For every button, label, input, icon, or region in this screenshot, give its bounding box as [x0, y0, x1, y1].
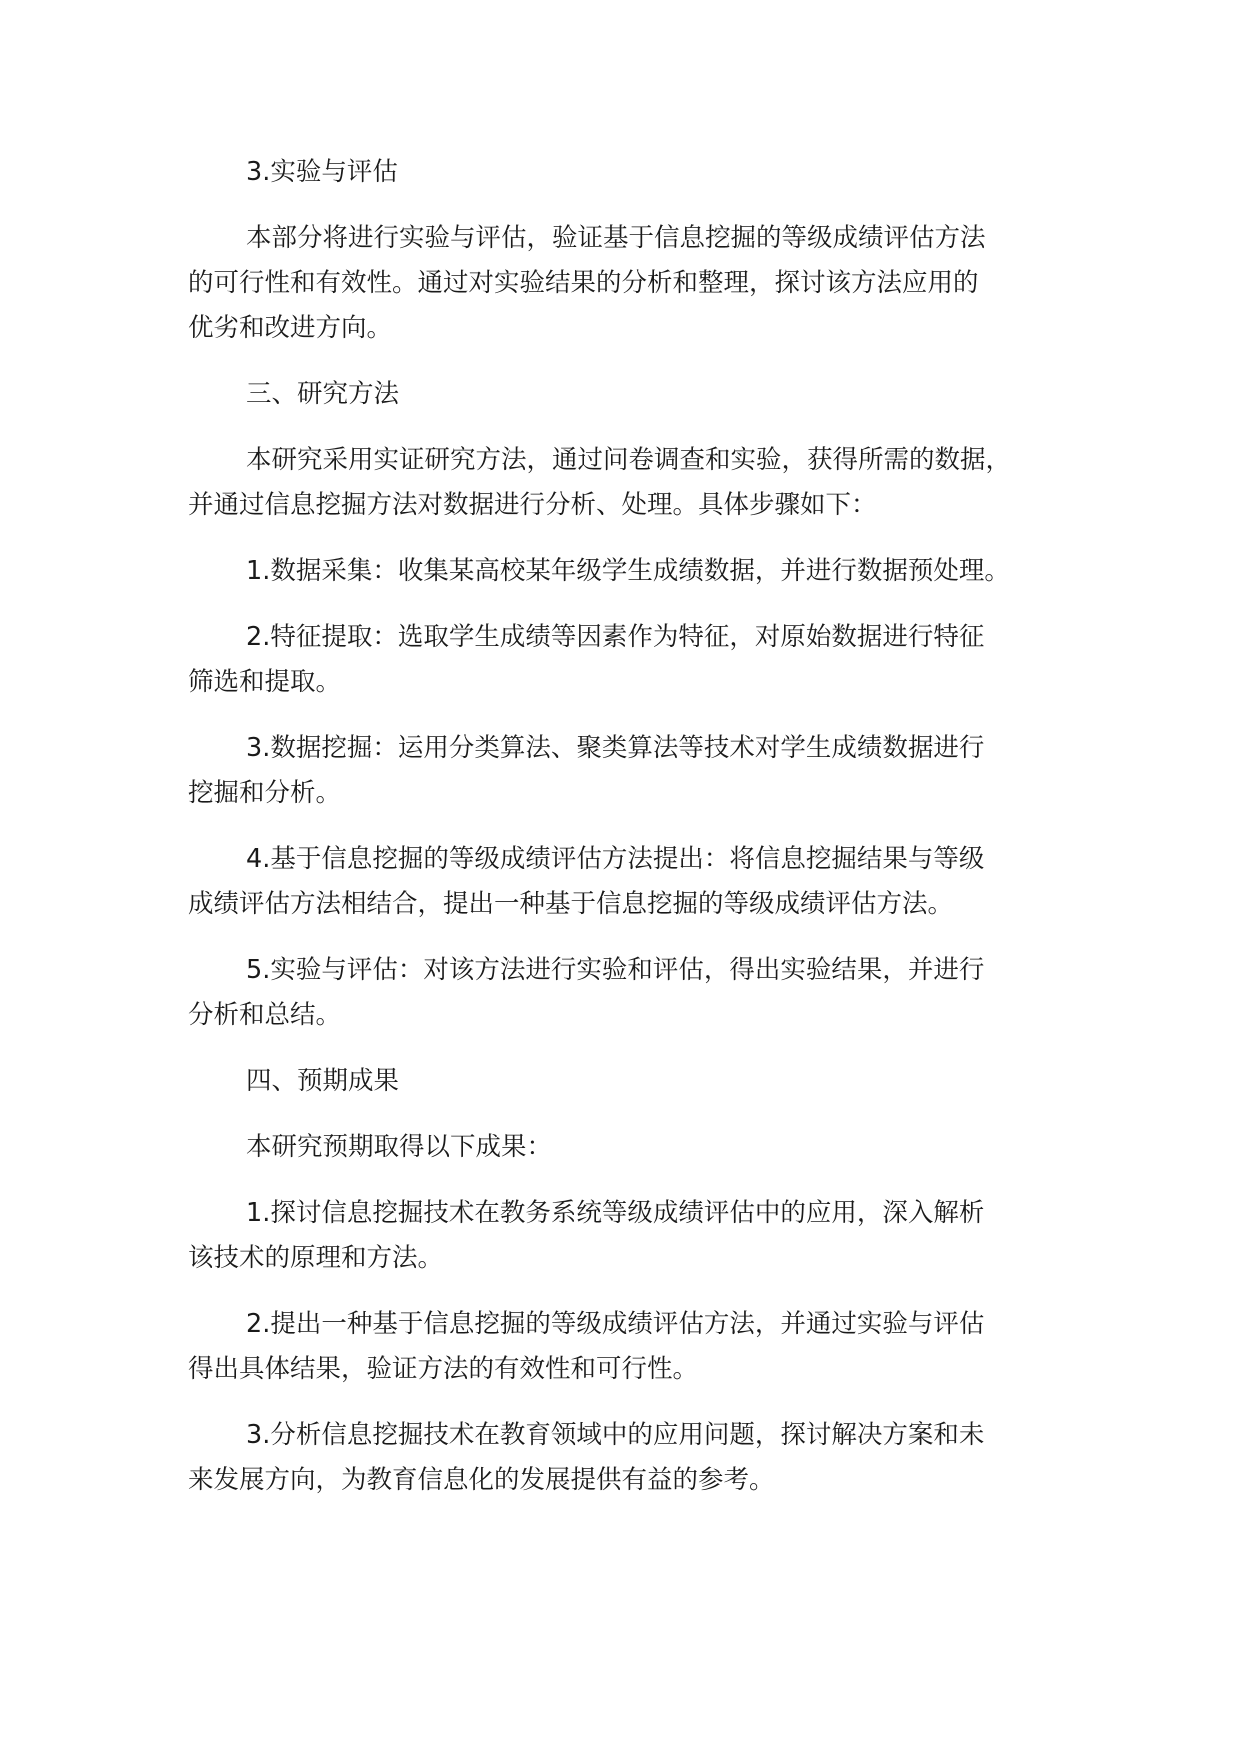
section-heading [188, 150, 1088, 195]
list-item [188, 549, 1088, 594]
list-item [188, 1302, 1088, 1392]
text-line: 得出具体结果，验证方法的有效性和可行性。 [188, 1354, 699, 1384]
text-line: 1.数据采集：收集某高校某年级学生成绩数据，并进行数据预处理。 [246, 556, 1010, 586]
body-paragraph [188, 216, 1088, 351]
text-line: 4.基于信息挖掘的等级成绩评估方法提出：将信息挖掘结果与等级 [246, 844, 985, 874]
text-line: 四、预期成果 [246, 1066, 400, 1096]
text-line: 2.提出一种基于信息挖掘的等级成绩评估方法，并通过实验与评估 [246, 1309, 985, 1339]
text-line: 本研究预期取得以下成果： [246, 1132, 553, 1162]
text-line: 3.分析信息挖掘技术在教育领域中的应用问题，探讨解决方案和未 [246, 1420, 985, 1450]
text-line: 3.实验与评估 [246, 157, 398, 187]
section-heading [188, 372, 1088, 417]
text-line: 筛选和提取。 [188, 667, 342, 697]
list-item [188, 726, 1088, 816]
text-line: 3.数据挖掘：运用分类算法、聚类算法等技术对学生成绩数据进行 [246, 733, 985, 763]
body-paragraph [188, 1125, 1088, 1170]
text-line: 分析和总结。 [188, 1000, 342, 1030]
document-body [188, 150, 1088, 1503]
text-line: 的可行性和有效性。通过对实验结果的分析和整理，探讨该方法应用的 [188, 268, 979, 298]
text-line: 该技术的原理和方法。 [188, 1243, 444, 1273]
text-line: 来发展方向，为教育信息化的发展提供有益的参考。 [188, 1465, 775, 1495]
text-line: 并通过信息挖掘方法对数据进行分析、处理。具体步骤如下： [188, 490, 877, 520]
list-item [188, 837, 1088, 927]
body-paragraph [188, 438, 1088, 528]
text-line: 三、研究方法 [246, 379, 400, 409]
list-item [188, 948, 1088, 1038]
text-line: 挖掘和分析。 [188, 778, 342, 808]
section-heading [188, 1059, 1088, 1104]
text-line: 优劣和改进方向。 [188, 313, 393, 343]
text-line: 1.探讨信息挖掘技术在教务系统等级成绩评估中的应用，深入解析 [246, 1198, 985, 1228]
text-line: 5.实验与评估：对该方法进行实验和评估，得出实验结果，并进行 [246, 955, 985, 985]
text-line: 2.特征提取：选取学生成绩等因素作为特征，对原始数据进行特征 [246, 622, 985, 652]
text-line: 本部分将进行实验与评估，验证基于信息挖掘的等级成绩评估方法 [246, 223, 986, 253]
list-item [188, 615, 1088, 705]
text-line: 成绩评估方法相结合，提出一种基于信息挖掘的等级成绩评估方法。 [188, 889, 954, 919]
text-line: 本研究采用实证研究方法，通过问卷调查和实验，获得所需的数据， [246, 445, 1012, 475]
list-item [188, 1413, 1088, 1503]
list-item [188, 1191, 1088, 1281]
